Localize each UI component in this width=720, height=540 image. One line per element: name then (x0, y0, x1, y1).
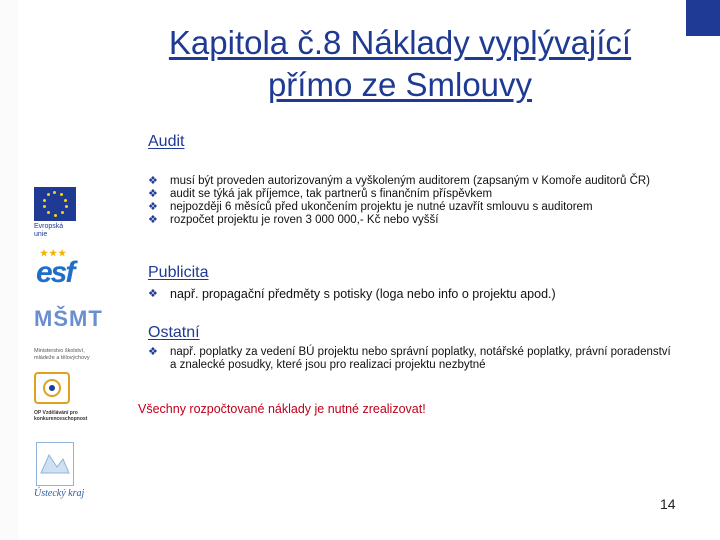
bullet-icon: ❖ (148, 288, 158, 300)
list-item: ❖ nejpozději 6 měsíců před ukončením projektu je nutné uzavřít smlouvu s auditorem (148, 201, 593, 213)
slide-title-line-1: Kapitola č.8 Náklady vyplývající (168, 24, 632, 61)
usti-logo-icon (37, 443, 73, 485)
list-item: ❖ např. poplatky za vedení BÚ projektu nebo správní poplatky, notářské poplatky, právní poradenství a znalecké posudky, které jsou pro realizaci projektu nezbytné (148, 346, 671, 371)
section-publicita (148, 264, 668, 301)
op-logo-icon (36, 374, 68, 402)
bullet-icon: ❖ (148, 188, 158, 200)
usti-logo-label: Ústecký kraj (34, 488, 85, 499)
bullet-list-ostatni (148, 346, 678, 372)
bullet-icon: ❖ (148, 346, 158, 358)
msmt-logo: MŠMT (34, 306, 103, 331)
bullet-list-audit (148, 175, 668, 227)
op-logo-label: OP Vzdělávání pro konkurenceschopnost (34, 410, 88, 422)
bullet-icon: ❖ (148, 214, 158, 226)
section-heading-audit: Audit (148, 133, 185, 150)
left-logo-strip (0, 0, 18, 540)
slide-title (100, 22, 700, 106)
eu-logo-label: Evropská unie (34, 223, 64, 238)
slide-title-line-2: přímo ze Smlouvy (267, 66, 533, 103)
bullet-list-publicita (148, 287, 668, 301)
list-item: ❖ rozpočet projektu je roven 3 000 000,- Kč nebo vyšší (148, 214, 439, 226)
page-number: 14 (660, 496, 676, 512)
usti-kraj-logo (36, 442, 74, 486)
op-vzdelavani-logo (34, 372, 70, 404)
section-heading-ostatni: Ostatní (148, 324, 200, 341)
section-heading-publicita: Publicita (148, 264, 209, 281)
bullet-icon: ❖ (148, 201, 158, 213)
list-item: ❖ např. propagační předměty s potisky (loga nebo info o projektu apod.) (148, 287, 556, 301)
section-audit (148, 133, 668, 227)
esf-logo: ★★★ esf (36, 248, 74, 289)
bullet-icon: ❖ (148, 175, 158, 187)
section-ostatni (148, 324, 678, 372)
eu-flag-logo (34, 187, 76, 221)
list-item: ❖ audit se týká jak příjemce, tak partnerů s finančním příspěvkem (148, 188, 493, 200)
highlight-note: Všechny rozpočtované náklady je nutné zrealizovat! (138, 402, 426, 416)
esf-stars-icon: ★★★ (40, 248, 68, 258)
list-item: ❖ musí být proveden autorizovaným a vyškoleným auditorem (zapsaným v Komoře auditorů ČR) (148, 175, 651, 187)
msmt-logo-label: Ministerstvo školství, mládeže a tělovýchovy (34, 348, 90, 361)
